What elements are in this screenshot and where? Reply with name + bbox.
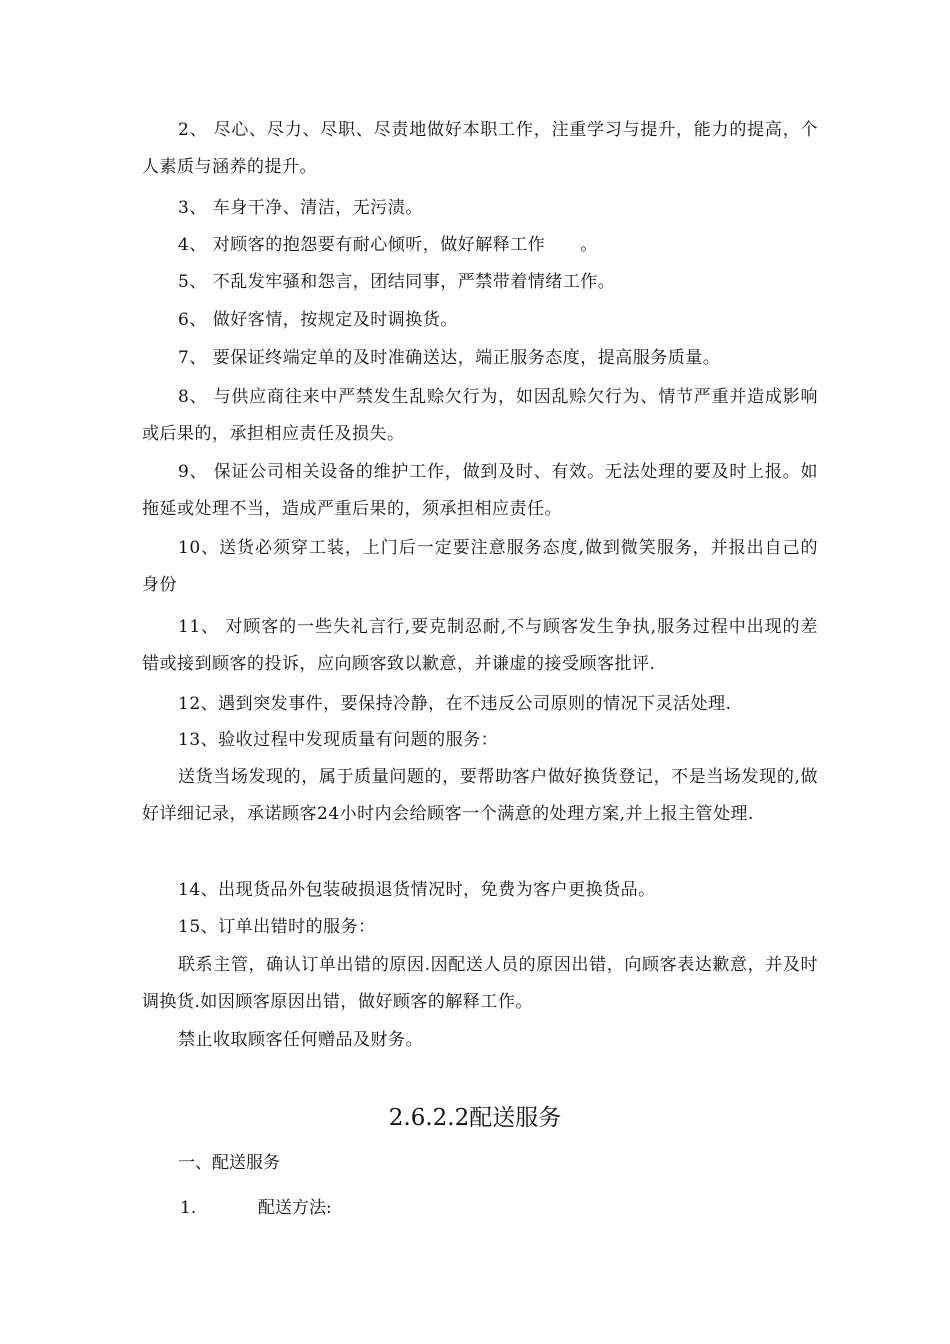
paragraph-order-error: 联系主管，确认订单出错的原因.因配送人员的原因出错，向顾客表达歉意，并及时调换货.如因顾客原因出错，做好顾客的解释工作。 [142,955,818,1012]
list-item [180,1190,332,1227]
paragraph-rule-8: 8、 与供应商往来中严禁发生乱赊欠行为，如因乱赊欠行为、情节严重并造成影响或后果的，承担相应责任及损失。 [142,387,818,444]
paragraph-rule-10: 10、送货必须穿工装，上门后一定要注意服务态度,做到微笑服务，并报出自己的身份 [142,538,818,595]
paragraph-rule-3: 3、 车身干净、清洁，无污渍。 [178,198,423,218]
subsection-title: 一、配送服务 [178,1153,280,1173]
paragraph-rule-11: 11、 对顾客的一些失礼言行,要克制忍耐,不与顾客发生争执,服务过程中出现的差错或接到顾客的投诉，应向顾客致以歉意，并谦虚的接受顾客批评. [142,617,818,674]
paragraph-rule-2: 2、 尽心、尽力、尽职、尽责地做好本职工作，注重学习与提升，能力的提高，个人素质与涵养的提升。 [142,120,818,177]
paragraph-rule-13: 13、验收过程中发现质量有问题的服务： [178,730,499,750]
paragraph-rule-4: 4、 对顾客的抱怨要有耐心倾听，做好解释工作 。 [178,235,598,255]
paragraph-rule-6: 6、 做好客情，按规定及时调换货。 [178,310,458,330]
paragraph-rule-14: 14、出现货品外包装破损退货情况时，免费为客户更换货品。 [178,880,656,900]
paragraph-rule-12: 12、遇到突发事件，要保持冷静，在不违反公司原则的情况下灵活处理. [178,694,732,714]
list-item-number: 1. [180,1198,197,1218]
paragraph-rule-5: 5、 不乱发牢骚和怨言，团结同事，严禁带着情绪工作。 [178,272,616,292]
paragraph-quality-issue: 送货当场发现的，属于质量问题的，要帮助客户做好换货登记，不是当场发现的,做好详细记录，承诺顾客24小时内会给顾客一个满意的处理方案,并上报主管处理. [142,767,818,824]
paragraph-rule-15: 15、订单出错时的服务： [178,917,376,937]
list-item-text: 配送方法: [258,1198,332,1218]
section-heading: 2.6.2.2配送服务 [388,1105,562,1131]
paragraph-rule-7: 7、 要保证终端定单的及时准确送达，端正服务态度，提高服务质量。 [178,348,721,368]
paragraph-rule-9: 9、 保证公司相关设备的维护工作，做到及时、有效。无法处理的要及时上报。如拖延或处理不当，造成严重后果的，须承担相应责任。 [142,462,818,519]
paragraph-no-gifts: 禁止收取顾客任何赠品及财务。 [178,1030,423,1050]
